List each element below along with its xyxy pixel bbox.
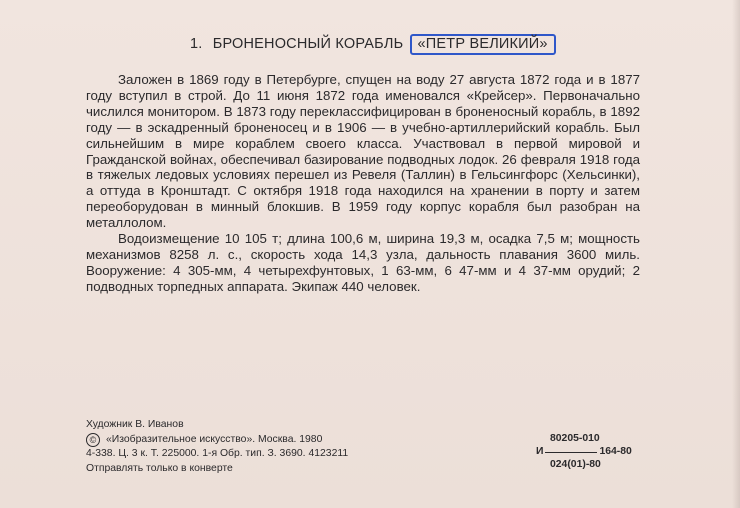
print-info: 4-338. Ц. 3 к. Т. 225000. 1-я Обр. тип. З. 3690. 4123211 <box>86 448 349 460</box>
catalog-code-middle <box>536 446 632 457</box>
catalog-code-bottom: 024(01)-80 <box>550 459 601 470</box>
publisher-text: «Изобразительное искусство». Москва. 1980 <box>106 433 323 445</box>
catalog-code-top: 80205-010 <box>550 433 600 444</box>
catalog-code-letter: И <box>536 446 544 457</box>
title-ship-name-highlighted: «ПЕТР ВЕЛИКИЙ» <box>410 34 556 55</box>
title-number: 1. <box>190 36 203 52</box>
catalog-code-right: 164-80 <box>599 446 632 457</box>
copyright-icon: © <box>86 433 100 447</box>
publisher-line <box>86 433 348 448</box>
page-title <box>190 34 556 55</box>
title-text: БРОНЕНОСНЫЙ КОРАБЛЬ <box>212 36 404 52</box>
mailing-note: Отправлять только в конверте <box>86 462 233 474</box>
fraction-bar <box>545 452 597 453</box>
catalog-code <box>534 433 646 473</box>
description-text <box>86 72 640 295</box>
artist-credit: Художник В. Иванов <box>86 419 184 430</box>
specifications-paragraph: Водоизмещение 10 105 т; длина 100,6 м, ширина 19,3 м, осадка 7,5 м; мощность механизмов 8258 л. с., скорость хода 14,3 узла, дальность плавания 3600 миль. Вооружение: 4 305-мм, 4 четырехфунтовых, 1 63-мм, 6 47-мм и 4 37-мм орудий; 2 подводных торпедных аппарата. Экипаж 440 человек. <box>86 231 640 294</box>
imprint-block <box>86 418 348 476</box>
paper-edge-shadow <box>732 0 740 508</box>
history-paragraph: Заложен в 1869 году в Петербурге, спущен на воду 27 августа 1872 года и в 1877 году вступил в строй. До 11 июня 1872 года именовался «Крейсер». Первоначально числился монитором. В 1873 году переклассифицирован в броненосный корабль, в 1892 году — в эскадренный броненосец и в 1906 — в учебно-артиллерийский корабль. Был сильнейшим в мире кораблем своего класса. Участвовал в первой мировой и Гражданской войнах, обеспечивал базирование подводных лодок. 26 февраля 1918 года в тяжелых ледовых условиях перешел из Ревеля (Таллин) в Гельсингфорс (Хельсинки), а оттуда в Кронштадт. С октября 1918 года находился на хранении в порту и затем переоборудован в минный блокшив. В 1959 году корпус корабля был разобран на металлолом. <box>86 72 640 231</box>
